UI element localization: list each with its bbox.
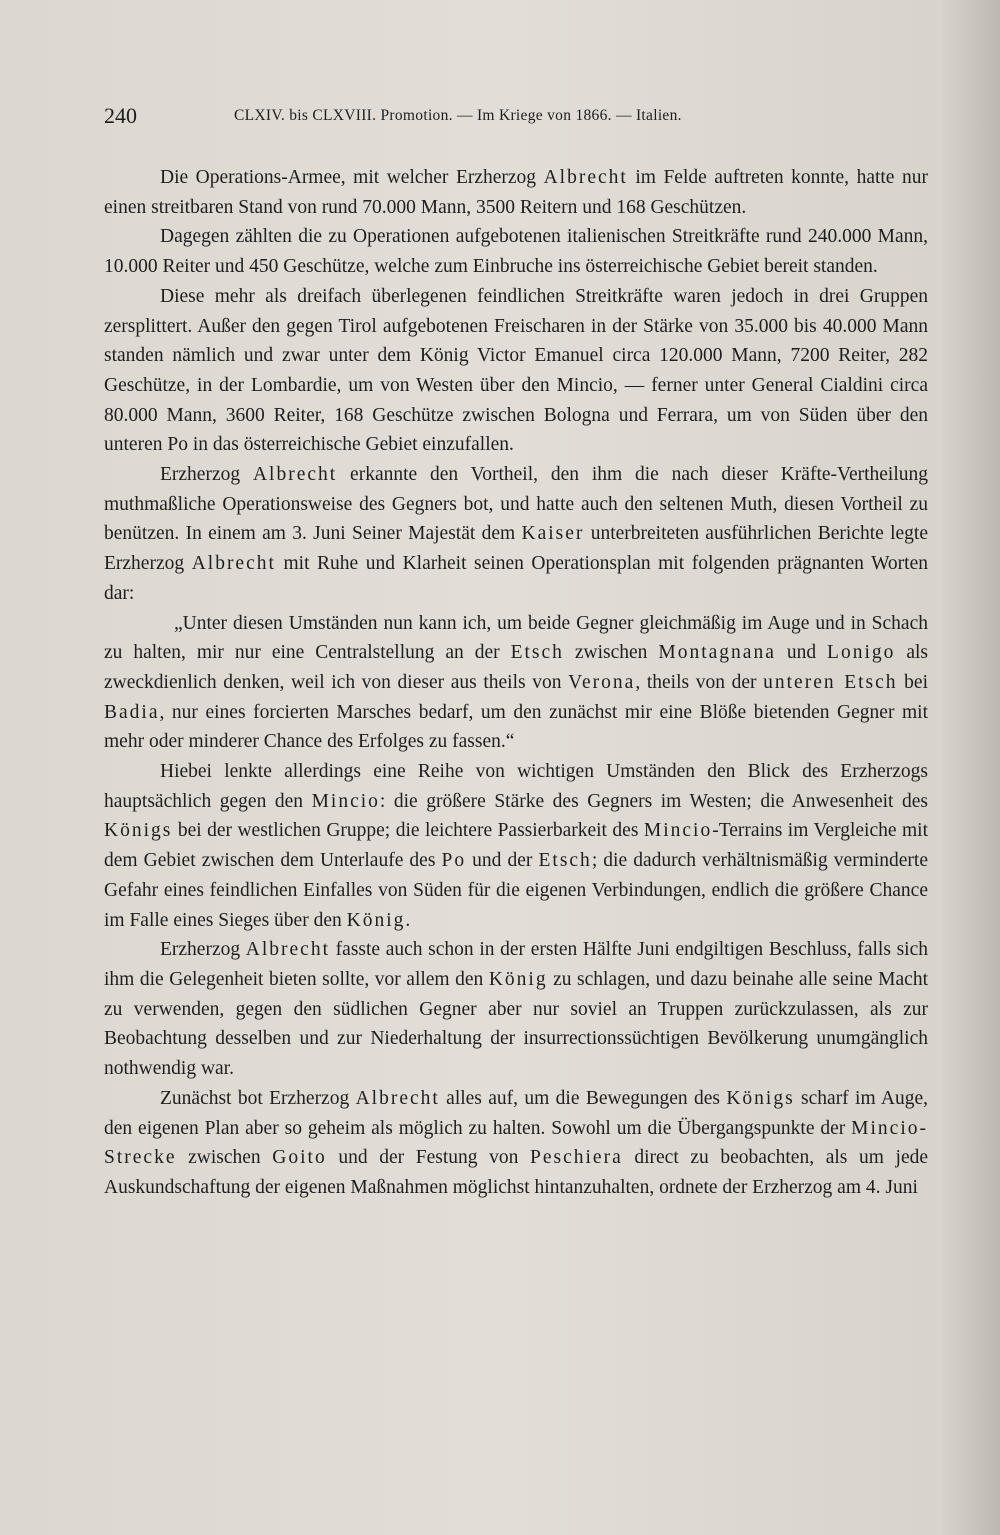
- text-run: , nur eines forcierten Marsches bedarf, um den zunächst mir eine Blöße bietenden Gegner mit mehr oder minderer Chance des Erfolges zu fassen.“: [104, 701, 928, 753]
- text-run: unterbreiteten ausführlichen Berichte legte Erzherzog: [104, 523, 929, 575]
- text-run: und: [775, 642, 828, 664]
- paragraph: [104, 282, 928, 460]
- spaced-emphasis: Albrecht: [252, 464, 338, 486]
- spaced-emphasis: Peschiera: [530, 1147, 623, 1169]
- spaced-emphasis: Verona: [568, 671, 636, 693]
- spaced-emphasis: Königs: [726, 1087, 795, 1109]
- paragraph: [104, 757, 928, 935]
- spaced-emphasis: Albrecht: [191, 553, 276, 575]
- text-run: zwischen: [563, 642, 659, 664]
- text-run: , theils von der: [635, 671, 764, 693]
- spaced-emphasis: Kaiser: [521, 523, 585, 545]
- paragraph: [104, 460, 928, 609]
- text-run: und der: [466, 850, 539, 872]
- text-run: „Unter diesen Umständen nun kann ich, um beide Gegner gleichmäßig im Auge und in Schach zu halten, mir nur eine Centralstellung an der: [104, 612, 928, 664]
- text-run: zu schlagen, und dazu beinahe alle seine Macht zu verwenden, gegen den südlichen Gegner aber nur soviel an Truppen zurückzulassen, als zur Beobachtung desselben und zur Niederhaltung der insurrectionssüchtigen Bevölkerung unumgänglich nothwendig war.: [104, 968, 928, 1080]
- text-run: Dagegen zählten die zu Operationen aufgebotenen italienischen Streitkräfte rund 240.000 Mann, 10.000 Reiter und 450 Geschütze, welche zum Einbruche ins österreichische Gebiet bereit standen.: [104, 226, 928, 278]
- paragraph: [104, 935, 928, 1084]
- text-run: Die Operations-Armee, mit welcher Erzherzog: [160, 167, 544, 188]
- spaced-emphasis: König: [488, 968, 548, 990]
- spaced-emphasis: Badia: [104, 701, 160, 723]
- spaced-emphasis: Goito: [272, 1147, 327, 1169]
- spaced-emphasis: Albrecht: [543, 167, 628, 188]
- spaced-emphasis: Königs: [104, 820, 173, 842]
- text-run: Diese mehr als dreifach überlegenen feindlichen Streitkräfte waren jedoch in drei Gruppen zersplittert. Außer den gegen Tirol aufgebotenen Freischaren in der Stärke von 35.000 bis 40.000 Mann standen nämlich und zwar unter dem König Victor Emanuel circa 120.000 Mann, 7200 Reiter, 282 Geschütze, in der Lombardie, um von Westen über den Mincio, — ferner unter General Cialdini circa 80.000 Mann, 3600 Reiter, 168 Geschütze zwischen Bologna und Ferrara, um von Süden über den unteren Po in das österreichische Gebiet einzufallen.: [104, 285, 928, 456]
- text-run: fasste auch schon in der ersten Hälfte Juni endgiltigen Beschluss, falls sich ihm die Gelegenheit bieten sollte, vor allem den: [104, 939, 928, 990]
- spaced-emphasis: Albrecht: [355, 1087, 440, 1109]
- running-title: CLXIV. bis CLXVIII. Promotion. — Im Kriege von 1866. — Italien.: [234, 107, 682, 124]
- text-run: mit Ruhe und Klarheit seinen Operationsplan mit folgenden prägnanten Worten dar:: [104, 553, 928, 604]
- spaced-emphasis: Lonigo: [827, 642, 896, 664]
- text-run: bei der westlichen Gruppe; die leichtere Passierbarkeit des: [172, 820, 644, 842]
- text-run: zwischen: [176, 1147, 273, 1169]
- spaced-emphasis: Etsch: [538, 850, 592, 872]
- paragraph: [104, 163, 928, 222]
- spaced-emphasis: Montagnana: [658, 642, 776, 664]
- text-run: Hiebei lenkte allerdings eine Reihe von wichtigen Umständen den Blick des Erzherzogs hauptsächlich gegen den: [104, 761, 928, 812]
- spaced-emphasis: unteren Etsch: [763, 671, 898, 693]
- spaced-emphasis: Mincio: [643, 820, 713, 842]
- page-number: 240: [104, 103, 137, 128]
- body-text: [104, 163, 928, 1203]
- text-run: -Terrains im Vergleiche mit dem Gebiet zwischen dem Unterlaufe des: [104, 820, 928, 872]
- text-run: direct zu beobachten, als um jede Auskundschaftung der eigenen Maßnahmen möglichst hintanzuhalten, ordnete der Erzherzog am 4. Juni: [104, 1147, 929, 1198]
- text-run: bei: [897, 671, 928, 693]
- text-run: scharf im Auge, den eigenen Plan aber so geheim als möglich zu halten. Sowohl um die Übergangspunkte der: [104, 1087, 929, 1139]
- text-run: im Felde auftreten konnte, hatte nur einen streitbaren Stand von rund 70.000 Mann, 3500 Reitern und 168 Geschützen.: [104, 167, 928, 218]
- text-run: erkannte den Vortheil, den ihm die nach dieser Kräfte-Vertheilung muthmaßliche Operationsweise des Gegners bot, und hatte auch den seltenen Muth, diesen Vortheil zu benützen. In einem am 3. Juni Seiner Majestät dem: [104, 464, 928, 545]
- text-run: Erzherzog: [160, 939, 246, 961]
- quote-paragraph: [104, 609, 928, 758]
- spaced-emphasis: Etsch: [510, 642, 564, 664]
- spaced-emphasis: König: [346, 909, 406, 931]
- text-run: Erzherzog: [160, 464, 253, 486]
- text-run: ; die dadurch verhältnismäßig verminderte Gefahr eines feindlichen Einfalles von Süden für die eigenen Verbindungen, endlich die größere Chance im Falle eines Sieges über den: [104, 850, 928, 931]
- text-run: als zweckdienlich denken, weil ich von dieser aus theils von: [104, 642, 928, 693]
- spaced-emphasis: Po: [441, 850, 467, 872]
- spaced-emphasis: Albrecht: [245, 939, 331, 961]
- spaced-emphasis: Mincio: [311, 790, 380, 812]
- text-run: .: [405, 909, 411, 931]
- paragraph: [104, 222, 928, 281]
- text-run: : die größere Stärke des Gegners im Westen; die Anwesenheit des: [379, 790, 928, 812]
- spaced-emphasis: Mincio-Strecke: [104, 1117, 928, 1169]
- text-run: und der Festung von: [326, 1147, 531, 1169]
- page-header: [104, 100, 934, 132]
- text-run: Zunächst bot Erzherzog: [160, 1087, 356, 1109]
- text-run: alles auf, um die Bewegungen des: [439, 1087, 727, 1109]
- paragraph: [104, 1084, 928, 1203]
